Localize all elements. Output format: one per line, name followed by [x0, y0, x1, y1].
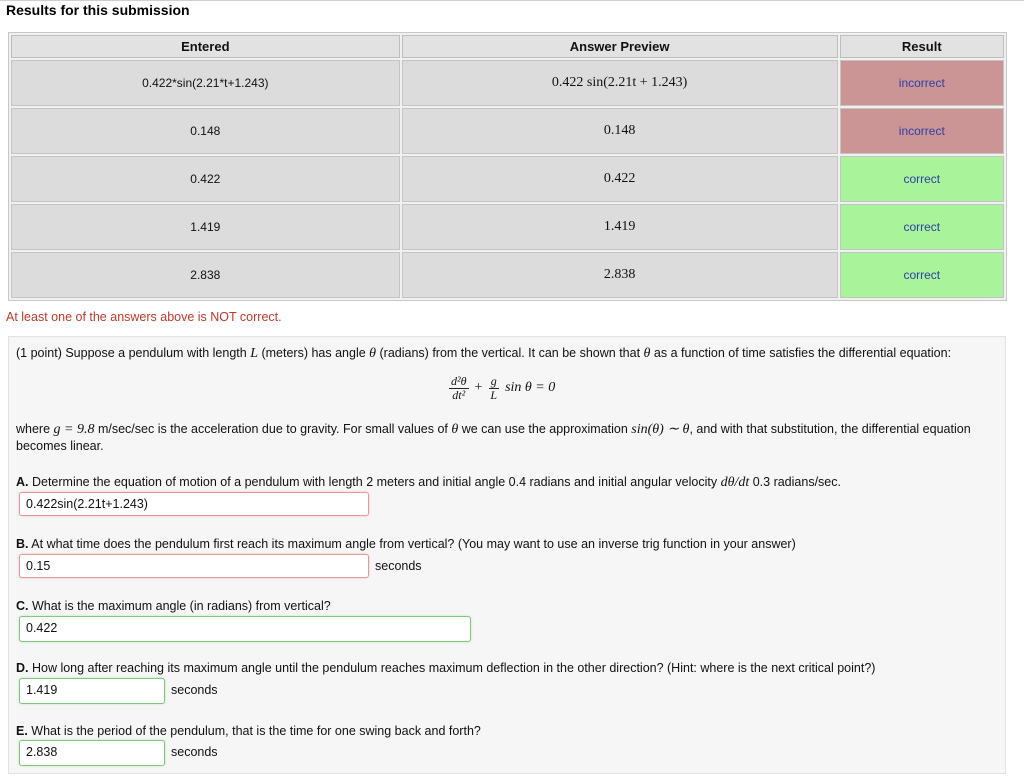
table-row [11, 108, 1004, 154]
math-theta: θ [643, 346, 651, 361]
where-text: we can use the approximation [458, 422, 632, 436]
part-b-answer-input[interactable]: 0.15 [19, 554, 369, 578]
table-row [11, 204, 1004, 250]
entered-cell: 0.148 [11, 108, 400, 154]
intro-text: (1 point) Suppose a pendulum with length [16, 346, 251, 360]
g-over-L-fraction [488, 375, 499, 401]
result-cell-correct: correct [840, 156, 1004, 202]
part-text: What is the maximum angle (in radians) from vertical? [28, 599, 331, 613]
equation-rest: sin θ = 0 [505, 380, 556, 396]
part-a-question [16, 475, 841, 491]
problem-panel [8, 336, 1006, 774]
part-e-question [16, 724, 481, 738]
where-text: where [16, 422, 54, 436]
part-text: At what time does the pendulum first reach its maximum angle from vertical? (You may want to use an inverse trig function in your answer) [28, 537, 796, 551]
results-table [8, 32, 1007, 301]
problem-where-text [16, 421, 991, 455]
part-text: Determine the equation of motion of a pendulum with length 2 meters and initial angle 0.4 radians and initial angular velocity [28, 475, 721, 489]
part-b-unit: seconds [375, 559, 422, 573]
entered-cell: 2.838 [11, 252, 400, 298]
result-cell-incorrect: incorrect [840, 60, 1004, 106]
part-e-unit: seconds [171, 745, 218, 759]
preview-cell: 1.419 [402, 204, 838, 250]
entered-cell: 0.422 [11, 156, 400, 202]
part-letter: E. [16, 724, 28, 738]
plus-sign: + [474, 380, 483, 396]
not-correct-warning: At least one of the answers above is NOT correct. [6, 310, 282, 324]
fraction-denominator: L [490, 387, 498, 402]
math-L: L [250, 346, 258, 361]
second-derivative-fraction [449, 375, 469, 401]
results-title: Results for this submission [6, 2, 190, 18]
math-g-value: g = 9.8 [53, 422, 95, 437]
intro-text: (radians) from the vertical. It can be shown that [376, 346, 644, 360]
preview-cell: 0.422 [402, 156, 838, 202]
table-row [11, 60, 1004, 106]
part-letter: A. [16, 475, 29, 489]
result-cell-correct: correct [840, 204, 1004, 250]
part-d-question [16, 661, 875, 675]
part-a-answer-input[interactable]: 0.422sin(2.21t+1.243) [19, 492, 369, 516]
preview-cell: 0.148 [402, 108, 838, 154]
result-cell-correct: correct [840, 252, 1004, 298]
table-row [11, 252, 1004, 298]
part-text: How long after reaching its maximum angle until the pendulum reaches maximum deflection in the other direction? (Hint: where is the next critical point?) [28, 661, 876, 675]
part-letter: D. [16, 661, 29, 675]
where-text: , and with that substitution, the differential equation becomes linear. [16, 422, 971, 453]
header-result: Result [840, 35, 1004, 58]
preview-cell: 0.422 sin(2.21t + 1.243) [402, 60, 838, 106]
intro-text: (meters) has angle [257, 346, 370, 360]
entered-cell: 0.422*sin(2.21*t+1.243) [11, 60, 400, 106]
fraction-numerator: g [490, 374, 497, 388]
math-theta: θ [369, 346, 377, 361]
intro-text: as a function of time satisfies the differential equation: [650, 346, 952, 360]
part-b-question [16, 537, 796, 551]
part-c-answer-input[interactable]: 0.422 [19, 616, 471, 642]
preview-cell: 2.838 [402, 252, 838, 298]
part-text: What is the period of the pendulum, that is the time for one swing back and forth? [27, 724, 481, 738]
part-d-unit: seconds [171, 683, 218, 697]
result-cell-incorrect: incorrect [840, 108, 1004, 154]
results-header-row [11, 35, 1004, 58]
math-dtheta-dt: dθ/dt [720, 475, 750, 490]
math-approximation: sin(θ) ∼ θ [631, 422, 690, 437]
table-row [11, 156, 1004, 202]
fraction-denominator: dt² [452, 387, 466, 402]
part-letter: C. [16, 599, 29, 613]
top-divider [0, 0, 1024, 1]
math-theta: θ [451, 422, 459, 437]
fraction-numerator: d²θ [451, 374, 467, 388]
problem-intro [16, 346, 996, 362]
entered-cell: 1.419 [11, 204, 400, 250]
part-letter: B. [16, 537, 29, 551]
header-answer-preview: Answer Preview [402, 35, 838, 58]
part-e-answer-input[interactable]: 2.838 [19, 740, 165, 766]
part-d-answer-input[interactable]: 1.419 [19, 678, 165, 704]
where-text: m/sec/sec is the acceleration due to gravity. For small values of [94, 422, 452, 436]
differential-equation [449, 375, 555, 401]
part-c-question [16, 599, 331, 613]
header-entered: Entered [11, 35, 400, 58]
part-text: 0.3 radians/sec. [749, 475, 841, 489]
